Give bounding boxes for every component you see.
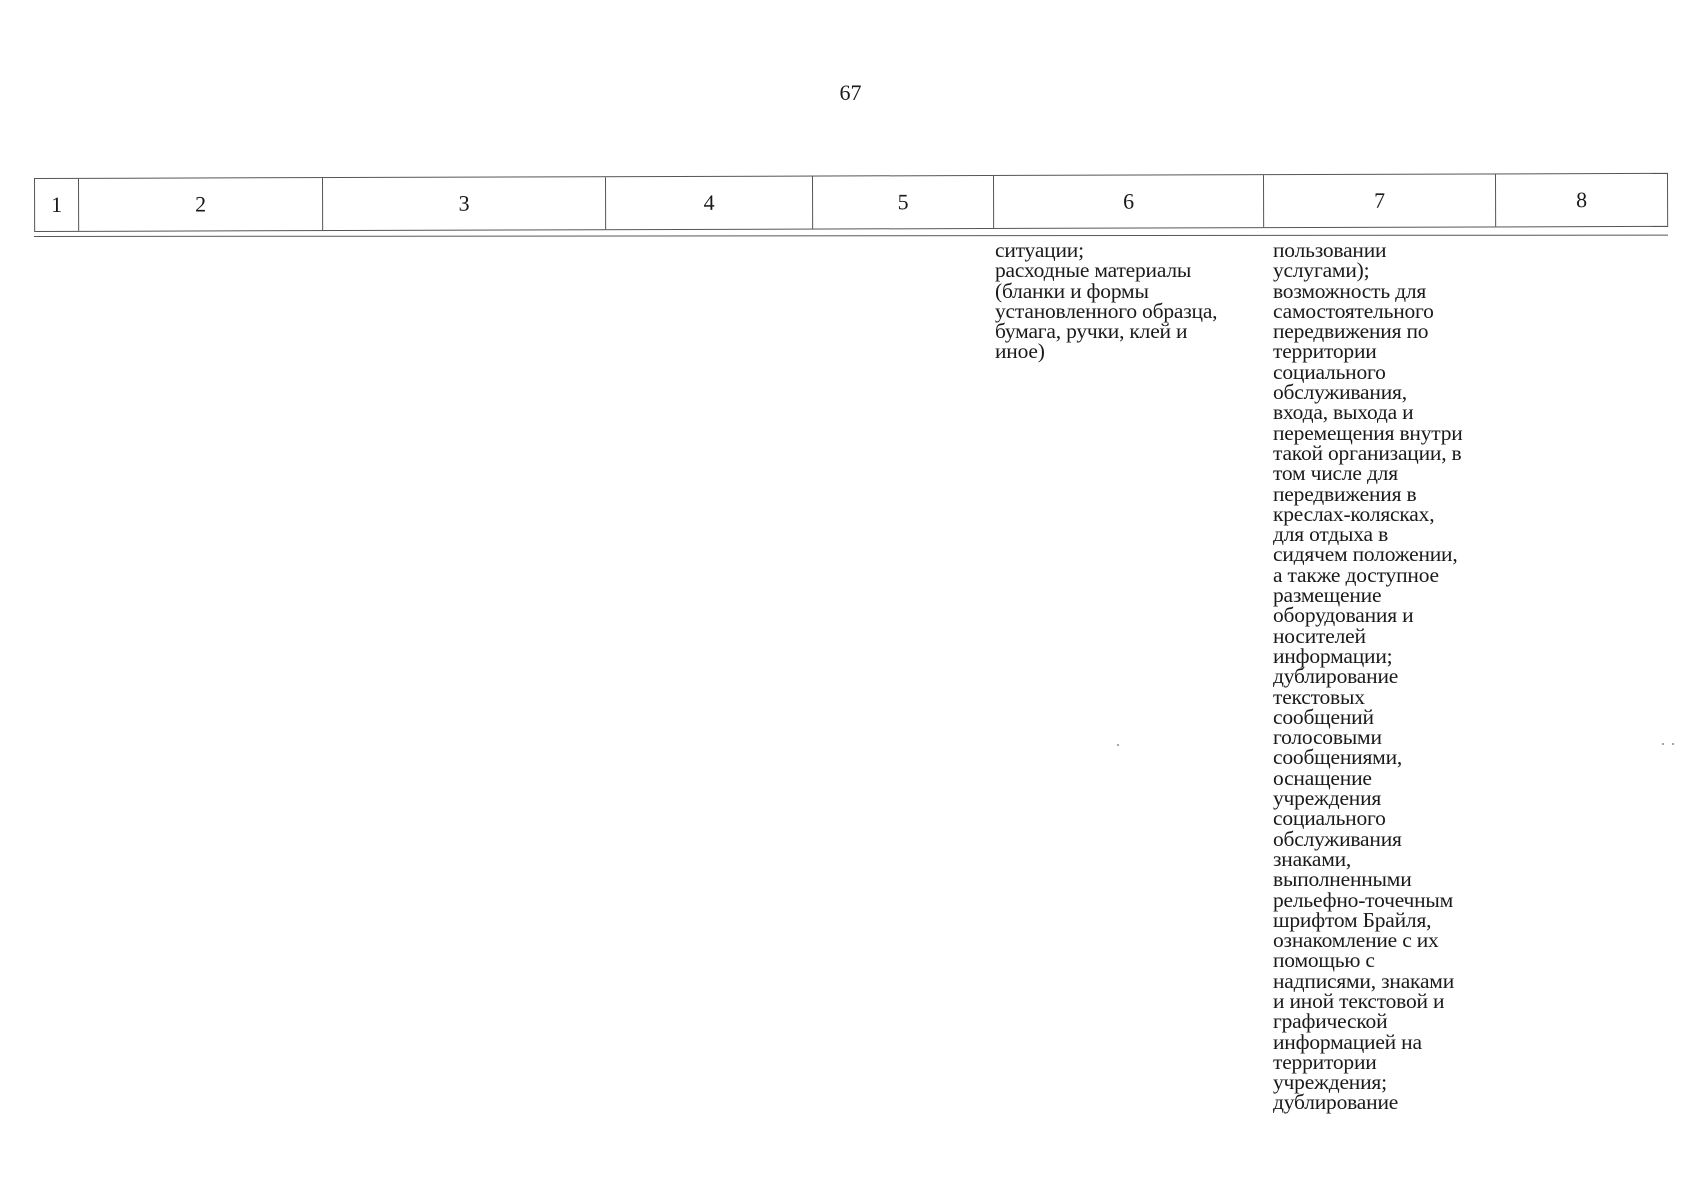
- header-cell-1: 1: [34, 179, 79, 231]
- header-cell-8: 8: [1496, 174, 1668, 227]
- scan-speck: [1117, 744, 1119, 746]
- column-6-text: ситуации; расходные материалы (бланки и формы установленного образца, бумага, ручки, клей и иное): [995, 238, 1218, 364]
- page-number: 67: [839, 80, 862, 105]
- table-body-top-rule: [34, 235, 1668, 237]
- header-cell-7: 7: [1264, 174, 1496, 227]
- header-cell-6: 6: [994, 175, 1264, 228]
- column-7-text: пользовании услугами); возможность для самостоятельного передвижения по территории социального обслуживания, входа, выхода и перемещения внутри такой организации, в том числе для передвижения в креслах-колясках, для отдыха в сидячем положении, а также доступное размещение оборудования и носителей информации; дублирование текстовых сообщений голосовыми сообщениями, оснащение учреждения социального обслуживания знаками, выполненными рельефно-точечным шрифтом Брайля, ознакомление с их помощью с надписями, знаками и иной текстовой и графической информацией на территории учреждения; дублирование: [1273, 238, 1463, 1115]
- header-cell-3: 3: [323, 177, 606, 230]
- header-cell-4: 4: [606, 177, 813, 230]
- header-cell-2: 2: [79, 178, 323, 231]
- header-cell-5: 5: [813, 176, 994, 229]
- scan-speck: [1672, 743, 1674, 745]
- table-header-row: [34, 173, 1668, 232]
- scan-speck: [1662, 743, 1664, 745]
